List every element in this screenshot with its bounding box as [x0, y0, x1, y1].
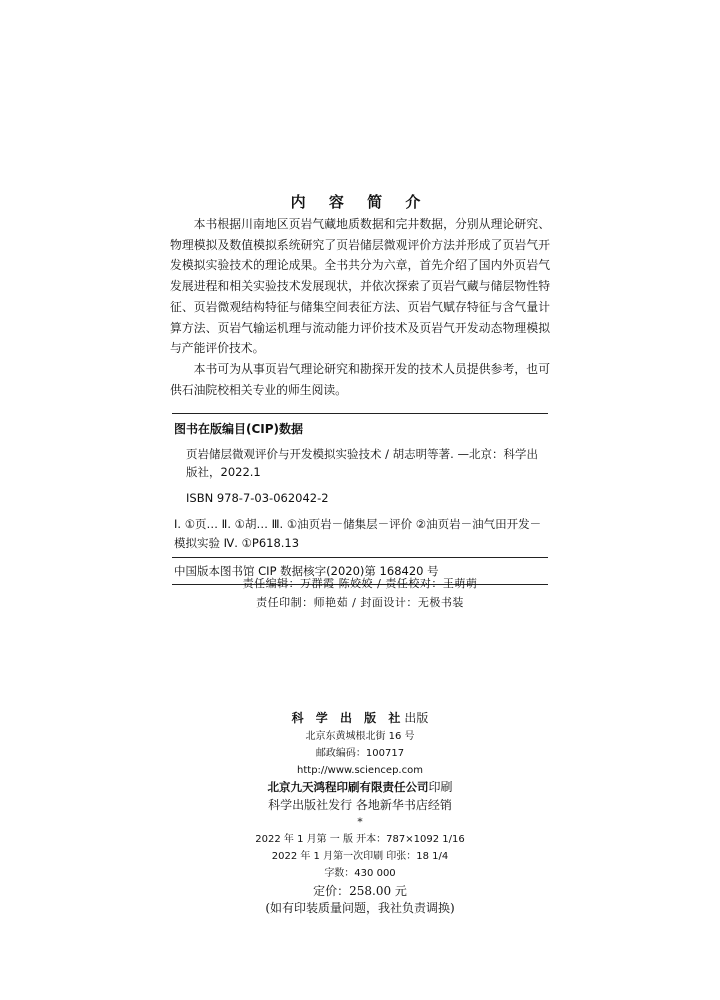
cip-heading: 图书在版编目(CIP)数据 [174, 422, 304, 436]
price: 定价：258.00 元 [313, 884, 407, 898]
publisher-address: 北京东黄城根北街 16 号 [305, 731, 415, 742]
publisher-name: 科 学 出 版 社 [291, 711, 405, 725]
printer-line [0, 779, 720, 797]
edition-line: 2022 年 1 月第 一 版 开本：787×1092 1/16 [255, 834, 465, 845]
cip-description: 页岩储层微观评价与开发模拟实验技术 / 胡志明等著. —北京：科学出版社，2022.1 [186, 447, 538, 479]
word-count: 字数：430 000 [324, 868, 396, 879]
printing-line: 2022 年 1 月第一次印刷 印张：18 1/4 [271, 851, 449, 862]
distribution-line: 科学出版社发行 各地新华书店经销 [268, 798, 452, 812]
publisher-website: http://www.sciencep.com [297, 765, 423, 776]
publisher-block [0, 710, 720, 917]
publisher-name-suffix: 出版 [404, 711, 429, 725]
cip-isbn: ISBN 978-7-03-062042-2 [186, 491, 329, 505]
summary-paragraph: 本书根据川南地区页岩气藏地质数据和完井数据，分别从理论研究、物理模拟及数值模拟系统研究了页岩储层微观评价方法并形成了页岩气开发模拟实验技术的理论成果。全书共分为六章，首先介绍了国内外页岩气发展进程和相关实验技术发展现状，并依次探索了页岩气藏与储层物性特征、页岩微观结构特征与储集空间表征方法、页岩气赋存特征与含气量计算方法、页岩气输运机理与流动能力评价技术及页岩气开发动态物理模拟与产能评价技术。 [170, 217, 550, 356]
credits-line: 责任编辑：万群霞 陈姣姣 / 责任校对：王萌萌 [242, 577, 478, 590]
editor-credits [0, 574, 720, 612]
printer-name: 北京九天鸿程印刷有限责任公司 [267, 780, 429, 794]
credits-line: 责任印制：师艳茹 / 封面设计：无极书装 [256, 596, 464, 609]
summary-paragraph: 本书可为从事页岩气理论研究和勘探开发的技术人员提供参考，也可供石油院校相关专业的师生阅读。 [170, 361, 550, 397]
summary-text [170, 214, 550, 400]
printer-suffix: 印刷 [428, 780, 453, 794]
separator-asterisk: * [357, 816, 363, 828]
summary-title: 内 容 简 介 [290, 193, 430, 211]
cip-number: 中国版本图书馆 CIP 数据核字(2020)第 168420 号 [174, 564, 439, 578]
publisher-line [0, 710, 720, 728]
cip-block [172, 413, 548, 585]
quality-note: (如有印装质量问题，我社负责调换) [265, 901, 455, 915]
publisher-postcode: 邮政编码：100717 [315, 748, 405, 759]
cip-classification: Ⅰ. ①页… Ⅱ. ①胡… Ⅲ. ①油页岩－储集层－评价 ②油页岩－油气田开发－模拟实验 Ⅳ. ①P618.13 [174, 517, 542, 550]
